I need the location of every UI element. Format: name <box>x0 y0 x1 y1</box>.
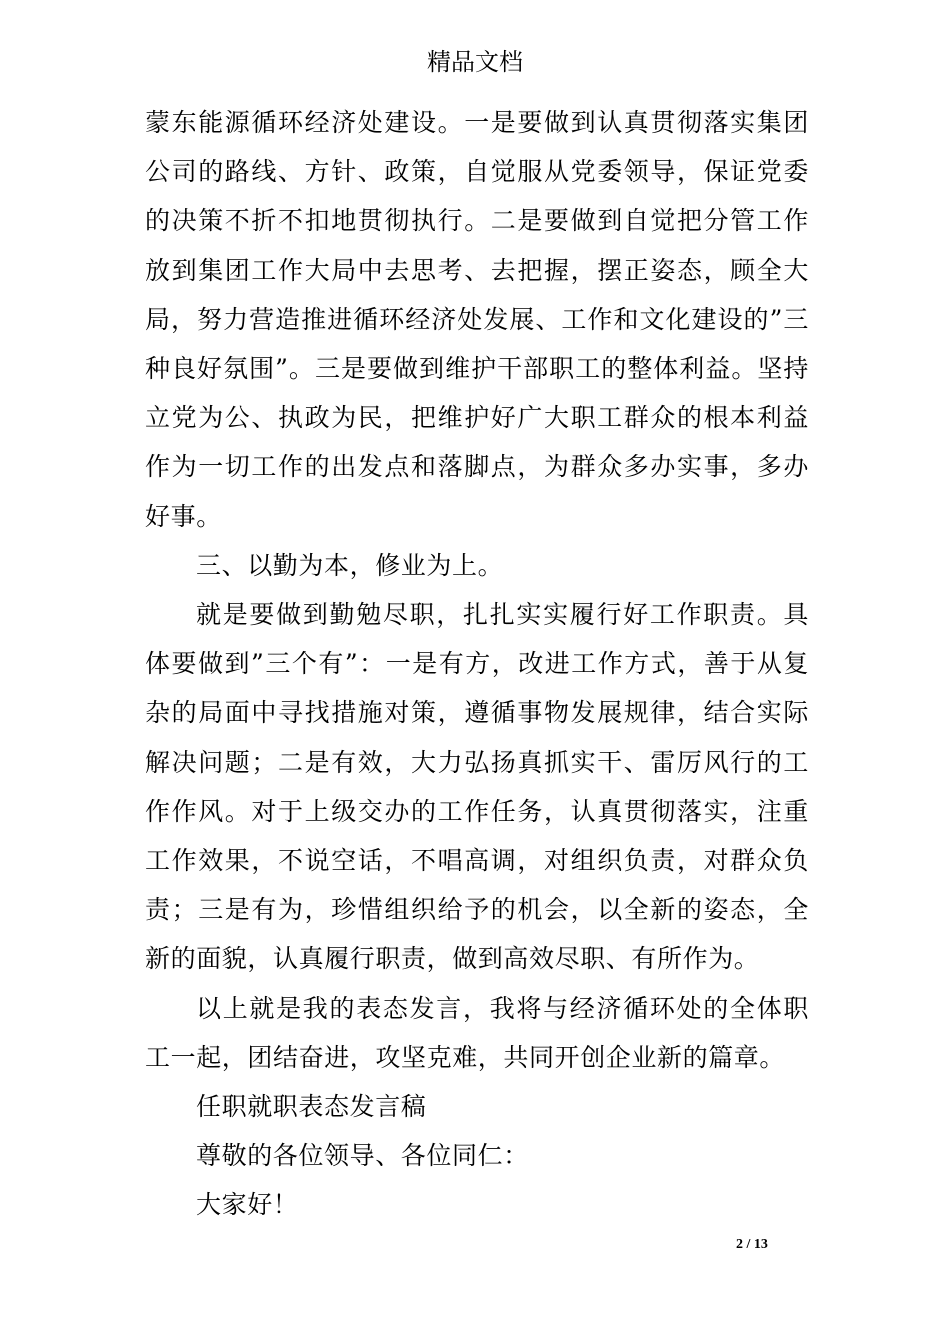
salutation: 尊敬的各位领导、各位同仁： <box>196 1141 529 1171</box>
paragraph-continuation: 蒙东能源循环经济处建设。一是要做到认真贯彻落实集团公司的路线、方针、政策，自觉服从党委领导，保证党委的决策不折不扣地贯彻执行。二是要做到自觉把分管工作放到集团工作大局中去思考、去把握，摆正姿态，顾全大局，努力营造推进循环经济处发展、工作和文化建设的”三种良好氛围”。三是要做到维护干部职工的整体利益。坚持立党为公、执政为民，把维护好广大职工群众的根本利益作为一切工作的出发点和落脚点，为群众多办实事，多办好事。 <box>145 108 809 531</box>
document-body <box>145 98 809 1230</box>
greeting: 大家好！ <box>196 1190 299 1220</box>
section-heading-3: 三、以勤为本，修业为上。 <box>196 550 504 580</box>
document-subtitle: 任职就职表态发言稿 <box>196 1092 427 1122</box>
page-number: 2 / 13 <box>736 1237 768 1252</box>
paragraph-section-3-body: 就是要做到勤勉尽职，扎扎实实履行好工作职责。具体要做到”三个有”：一是有方，改进工作方式，善于从复杂的局面中寻找措施对策，遵循事物发展规律，结合实际解决问题；二是有效，大力弘扬真抓实干、雷厉风行的工作作风。对于上级交办的工作任务，认真贯彻落实，注重工作效果，不说空话，不唱高调，对组织负责，对群众负责；三是有为，珍惜组织给予的机会，以全新的姿态，全新的面貌，认真履行职责，做到高效尽职、有所作为。 <box>145 600 809 974</box>
page-header: 精品文档 <box>427 48 523 76</box>
paragraph-closing: 以上就是我的表态发言，我将与经济循环处的全体职工一起，团结奋进，攻坚克难，共同开创企业新的篇章。 <box>145 993 809 1072</box>
